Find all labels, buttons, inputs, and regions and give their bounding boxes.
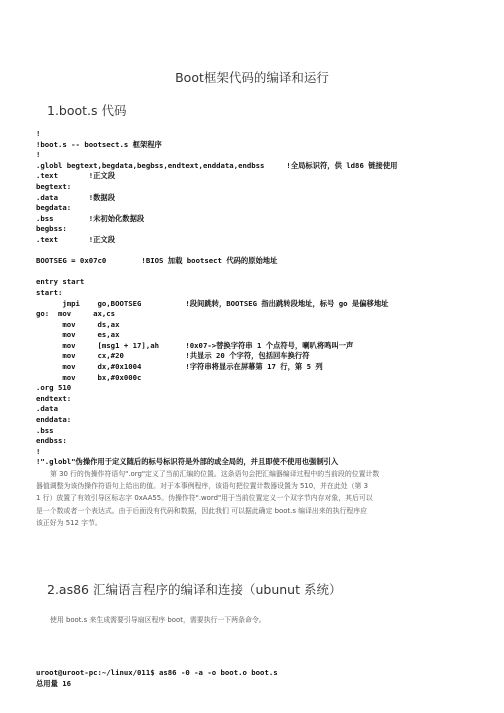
code-line: begdata: bbox=[36, 203, 72, 213]
paragraph-line: 1 行）放置了有效引导区标志字 0xAA55。伪操作符".word"用于当前位置定义一个双字节内存对象，其后可以 bbox=[36, 494, 373, 503]
code-line: .data bbox=[36, 404, 58, 414]
explanation-paragraph bbox=[36, 468, 480, 529]
section2-intro-text: 使用 boot.s 来生成需要引导扇区程序 boot，需要执行一下两条命令。 bbox=[50, 616, 266, 624]
code-line: BOOTSEG = 0x07c0 !BIOS 加载 bootsect 代码的原始地址 bbox=[36, 256, 278, 266]
code-line: .data !数据段 bbox=[36, 192, 116, 202]
paragraph-line: 是一个数或者一个表达式。由于后面没有代码和数据，因此我们 可以据此确定 boot.s 编译出来的执行程序应 bbox=[36, 506, 368, 515]
code-line: begtext: bbox=[36, 181, 72, 191]
section1-heading: 1.boot.s 代码 bbox=[47, 103, 127, 118]
code-line: !".globl"伪操作用于定义随后的标号标识符是外部的或全局的，并且即使不使用也强制引入 bbox=[36, 457, 339, 467]
code-line: .globl begtext,begdata,begbss,endtext,enddata,endbss !全局标识符，供 ld86 链接使用 bbox=[36, 160, 398, 170]
command-line: 总用量 16 bbox=[36, 678, 72, 688]
code-line: mov cx,#20 !共显示 20 个字符，包括回车换行符 bbox=[36, 351, 310, 361]
code-line: mov bx,#0x000c bbox=[36, 372, 142, 382]
code-line: .text !正文段 bbox=[36, 171, 116, 181]
code-line: begbss: bbox=[36, 224, 67, 234]
code-line: entry start bbox=[36, 277, 85, 287]
code-line: !boot.s -- bootsect.s 框架程序 bbox=[36, 139, 162, 149]
code-line: mov es,ax bbox=[36, 330, 120, 340]
command-line: uroot@uroot-pc:~/linux/011$ as86 -0 -a -o boot.o boot.s bbox=[36, 668, 278, 677]
section2-intro bbox=[36, 614, 480, 626]
code-line: go: mov ax,cs bbox=[36, 309, 116, 319]
paragraph-line: 器值调整为该伪操作符语句上给出的值。对于本事例程序，该语句把位置计数器设置为 510，并在此处（第 3 bbox=[36, 482, 368, 491]
document-title: Boot框架代码的编译和运行 bbox=[175, 70, 329, 85]
code-line: endbss: bbox=[36, 436, 67, 446]
code-line: ! bbox=[36, 150, 41, 160]
code-line: enddata: bbox=[36, 415, 72, 425]
code-line: ! bbox=[36, 129, 41, 138]
code-line: endtext: bbox=[36, 393, 72, 403]
code-line bbox=[36, 267, 476, 278]
code-line: start: bbox=[36, 287, 63, 297]
code-line: ! bbox=[36, 446, 41, 456]
code-line: mov ds,ax bbox=[36, 319, 120, 329]
paragraph-line: 该正好为 512 字节。 bbox=[36, 518, 102, 527]
code-line bbox=[36, 246, 476, 257]
paragraph-line: 第 30 行的伪操作符语句".org"定义了当前汇编的位置。这条语句会把汇编器编译过程中的当前段的位置计数 bbox=[50, 470, 380, 478]
code-block bbox=[36, 129, 476, 468]
code-line: .text !正文段 bbox=[36, 234, 116, 244]
command-block bbox=[36, 668, 476, 689]
code-line: mov [msg1 + 17],ah !0x07->替换字符串 1 个点符号，喇叭将鸣叫一声 bbox=[36, 340, 354, 350]
code-line: .bss bbox=[36, 425, 54, 435]
code-line: jmpi go,BOOTSEG !段间跳转，BOOTSEG 指出跳转段地址，标号 go 是偏移地址 bbox=[36, 298, 389, 308]
code-line: .bss !未初始化数据段 bbox=[36, 213, 145, 223]
code-line: mov dx,#0x1004 !字符串将显示在屏幕第 17 行，第 5 列 bbox=[36, 362, 323, 372]
code-line: .org 510 bbox=[36, 383, 72, 393]
section2-heading: 2.as86 汇编语言程序的编译和连接（ubunut 系统） bbox=[47, 582, 342, 597]
